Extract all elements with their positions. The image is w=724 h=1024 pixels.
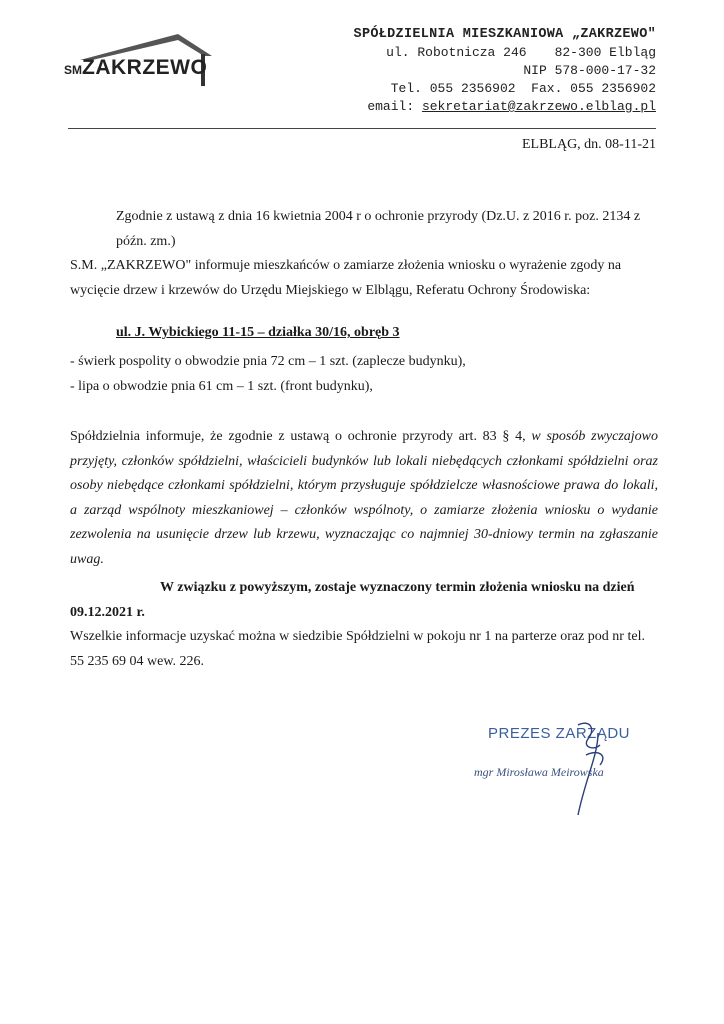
company-nip: NIP 578-000-17-32 [523,63,656,78]
intro-paragraph [70,205,658,303]
notice-regular: Spółdzielnia informuje, że zgodnie z ustawą o ochronie przyrody art. 83 § 4, [70,429,532,444]
company-fax: Fax. 055 2356902 [531,81,656,96]
notice-paragraph [70,425,658,572]
tree-item-2: - lipa o obwodzie pnia 61 cm – 1 szt. (front budynku), [70,378,373,394]
intro-line-2: S.M. „ZAKRZEWO" informuje mieszkańców o zamiarze złożenia wniosku o wyrażenie zgody na wycięcie drzew i krzewów do Urzędu Miejskiego w Elblągu, Referatu Ochrony Środowiska: [70,258,622,298]
company-name: SPÓŁDZIELNIA MIESZKANIOWA „ZAKRZEWO" [353,27,656,42]
tree-list [70,350,658,399]
location-heading: ul. J. Wybickiego 11-15 – działka 30/16, obręb 3 [116,325,400,340]
company-postcode: 82-300 Elbląg [554,45,656,60]
intro-line-1: Zgodnie z ustawą z dnia 16 kwietnia 2004 r o ochronie przyrody (Dz.U. z 2016 r. poz. 2134 z późn. zm.) [116,209,641,249]
header-divider [68,128,656,129]
email-label: email: [367,99,415,114]
email-link[interactable]: sekretariat@zakrzewo.elblag.pl [421,99,656,114]
company-street: ul. Robotnicza 246 [386,45,527,60]
company-tel: Tel. 055 2356902 [390,81,516,96]
signature-block [474,725,658,835]
document-date: ELBLĄG, dn. 08-11-21 [521,137,656,152]
tree-item-1: - świerk pospolity o obwodzie pnia 72 cm – 1 szt. (zaplecze budynku), [70,354,466,369]
deadline-text: W związku z powyższym, zostaje wyznaczony termin złożenia wniosku na dzień [160,580,635,595]
signature-title: PREZES ZARZĄDU [488,725,631,742]
deadline-date: 09.12.2021 r. [70,604,145,620]
notice-italic: w sposób zwyczajowo przyjęty, członków spółdzielni, właścicieli budynków lub lokali niebędących członkami spółdzielni oraz osoby niebędące członkami spółdzielni, którym przysługuje spółdzielcze własnościowe prawa do lokali, a zarząd wspólnoty mieszkaniowej – członków wspólnoty, o zamiarze złożenia wniosku o wydanie zezwolenia na usunięcie drzew lub krzewu, wyznaczając co najmniej 30-dniowy termin na zgłaszanie uwag. [70,429,659,567]
info-text: Wszelkie informacje uzyskać można w siedzibie Spółdzielni w pokoju nr 1 na parterze oraz pod nr tel. 55 235 69 04 wew. 226. [70,629,645,669]
deadline-paragraph [70,576,658,674]
company-logo [60,28,220,88]
logo-name: ZAKRZEWO [82,56,208,79]
logo-prefix: SM [64,63,82,77]
handwritten-signature-icon [538,715,648,825]
company-header [354,26,656,116]
signature-name: mgr Mirosława Meirowska [474,765,604,779]
